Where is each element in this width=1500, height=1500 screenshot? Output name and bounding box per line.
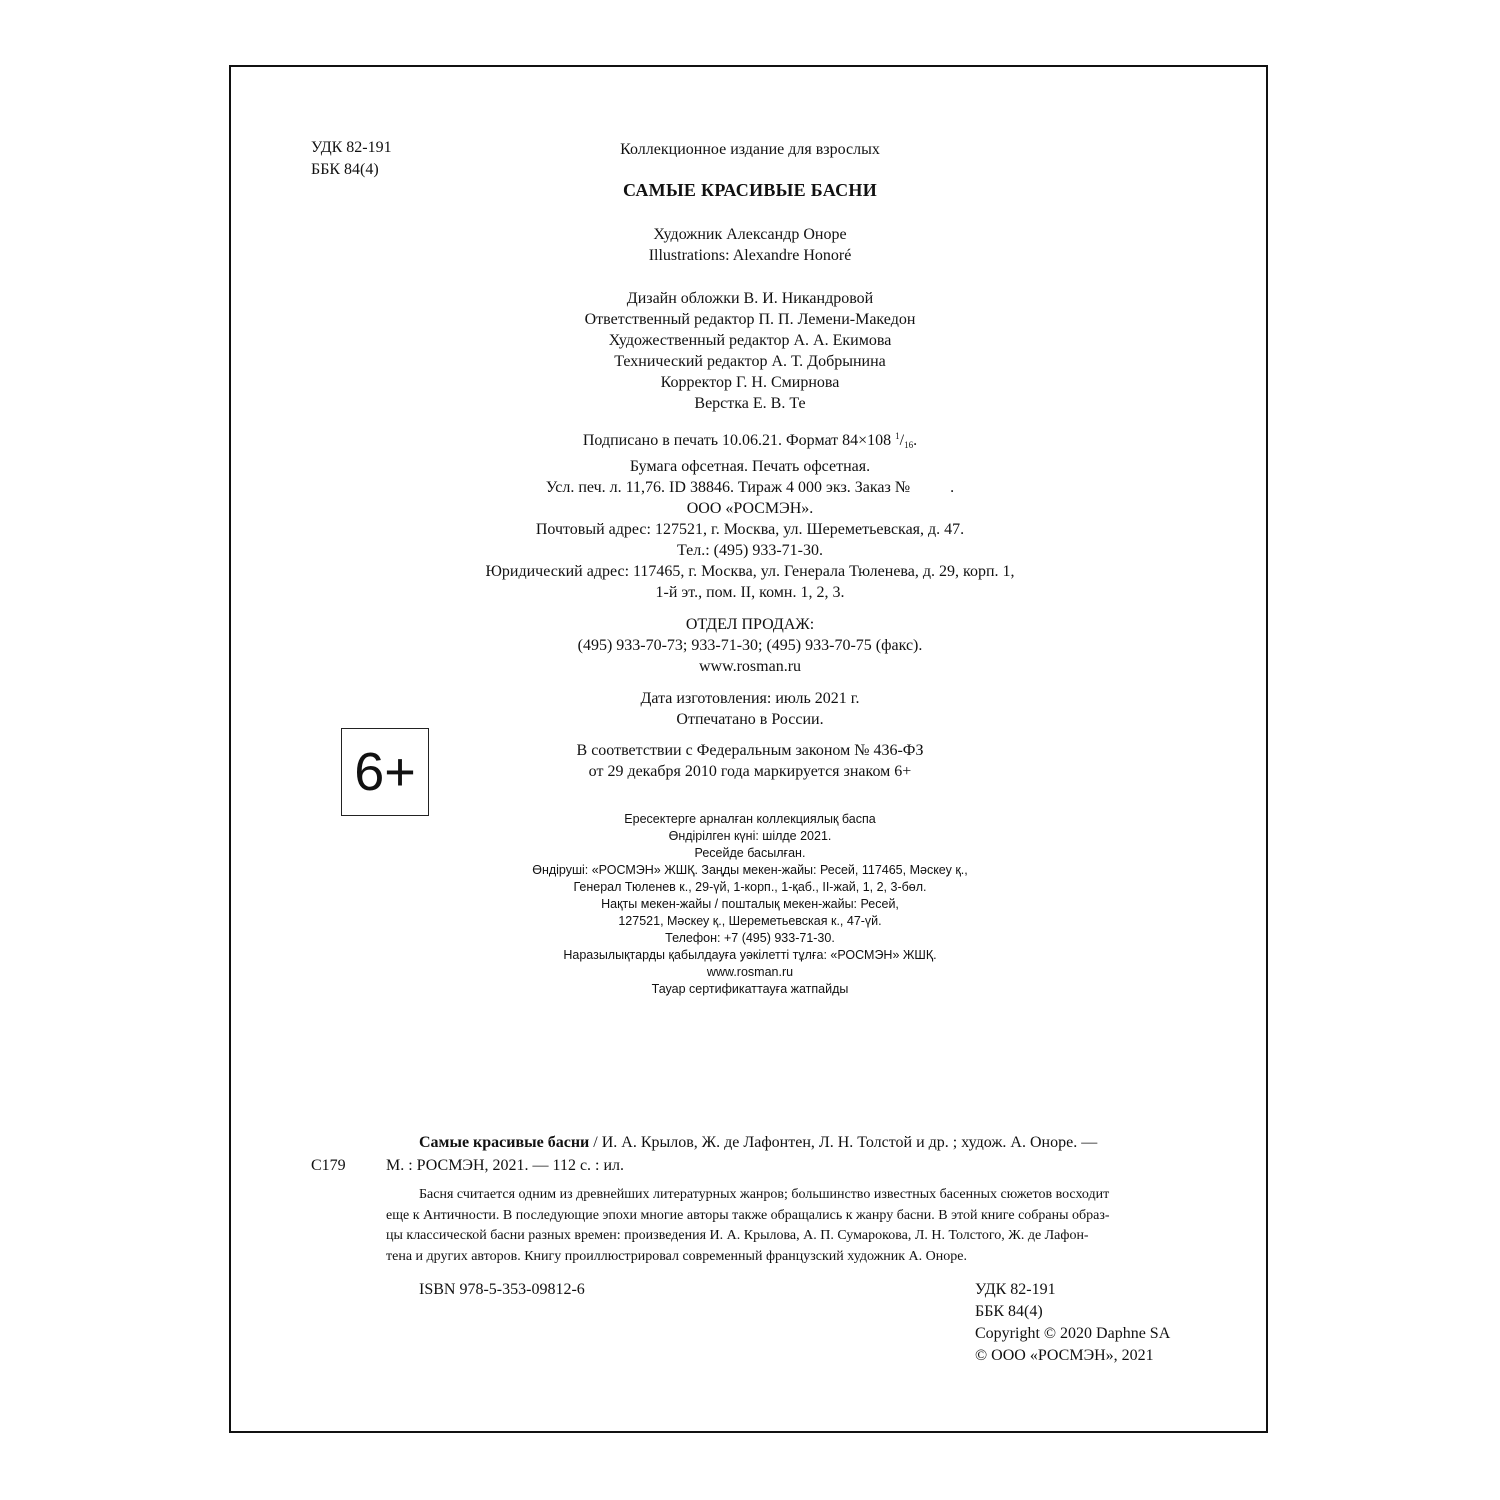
- format-fraction-sep: /: [899, 432, 905, 449]
- annotation-line: тена и других авторов. Книгу проиллюстрировал современный французский художник А. Оноре.: [386, 1248, 967, 1264]
- sales-heading: ОТДЕЛ ПРОДАЖ:: [685, 616, 815, 633]
- book-title: [0, 180, 1500, 201]
- publisher-name: ООО «РОСМЭН».: [686, 500, 814, 517]
- production-date: Дата изготовления: июль 2021 г.: [640, 690, 860, 707]
- udk-code: УДК 82-191: [311, 139, 392, 156]
- annotation-line: Басня считается одним из древнейших литературных жанров; большинство известных басенных сюжетов восходит: [419, 1187, 1110, 1202]
- kazakh-line: Генерал Тюленев к., 29-үй, 1-корп., 1-қаб., II-жай, 1, 2, 3-бөл.: [573, 880, 927, 894]
- kazakh-line: Өндіруші: «РОСМЭН» ЖШҚ. Заңды мекен-жайы: Ресей, 117465, Мәскеу қ.,: [532, 863, 968, 877]
- bbk-code: ББК 84(4): [311, 161, 379, 178]
- kazakh-line: Өндірілген күні: шілде 2021.: [668, 829, 832, 843]
- signed-suffix: .: [913, 432, 918, 449]
- isbn: ISBN 978-5-353-09812-6: [419, 1281, 585, 1298]
- kazakh-line: Наразылықтарды қабылдауға уәкілетті тұлға: «РОСМЭН» ЖШҚ.: [563, 948, 937, 962]
- age-rating-text: 6+: [354, 742, 416, 802]
- sales-phones: (495) 933-70-73; 933-71-30; (495) 933-70-75 (факс).: [577, 637, 923, 654]
- kazakh-info: [0, 811, 1500, 998]
- sales-info: [0, 614, 1500, 677]
- catalog-entry-line-1: [419, 1132, 1097, 1153]
- law-line: В соответствии с Федеральным законом № 436-ФЗ: [576, 742, 924, 759]
- annotation-line: цы классической басни разных времен: произведения И. А. Крылова, А. П. Сумарокова, Л. Н. Толстого, Ж. де Лафон-: [386, 1228, 1089, 1243]
- production-info: [0, 688, 1500, 730]
- kazakh-line: Телефон: +7 (495) 933-71-30.: [665, 931, 835, 945]
- kazakh-line: Тауар сертификаттауға жатпайды: [651, 982, 849, 996]
- printed-in: Отпечатано в России.: [676, 711, 824, 728]
- catalog-bbk: ББК 84(4): [975, 1303, 1043, 1320]
- publisher-legal: 1-й эт., пом. II, комн. 1, 2, 3.: [655, 584, 845, 601]
- staff-line: Дизайн обложки В. И. Никандровой: [626, 290, 874, 307]
- publisher-postal: Почтовый адрес: 127521, г. Москва, ул. Шереметьевская, д. 47.: [535, 521, 965, 538]
- format-fraction-num: 1: [895, 431, 900, 441]
- kazakh-line: Ресейде басылған.: [694, 846, 806, 860]
- staff-line: Художественный редактор А. А. Екимова: [608, 332, 892, 349]
- catalog-udk: УДК 82-191: [975, 1281, 1056, 1298]
- publisher-info: [0, 498, 1500, 603]
- artist-credits: [0, 224, 1500, 266]
- kazakh-line: 127521, Мәскеу қ., Шереметьевская к., 47-үй.: [618, 914, 882, 928]
- kazakh-line: Ересектерге арналған коллекциялық баспа: [624, 812, 876, 826]
- staff-line: Корректор Г. Н. Смирнова: [660, 374, 840, 391]
- signed-prefix: Подписано в печать 10.06.21. Формат 84×108: [582, 432, 896, 449]
- artist-en: Illustrations: Alexandre Honoré: [648, 247, 852, 264]
- catalog-entry-line-2: М. : РОСМЭН, 2021. — 112 с. : ил.: [386, 1157, 625, 1174]
- sheets-info: Усл. печ. л. 11,76. ID 38846. Тираж 4 000 экз. Заказ № .: [545, 479, 955, 496]
- book-title-text: САМЫЕ КРАСИВЫЕ БАСНИ: [622, 180, 878, 200]
- staff-line: Верстка Е. В. Те: [694, 395, 806, 412]
- staff-line: Ответственный редактор П. П. Лемени-Македон: [584, 311, 916, 328]
- collection-note: [0, 139, 1500, 160]
- catalog-udk-bbk: [975, 1279, 1170, 1367]
- catalog-title: Самые красивые басни: [419, 1134, 590, 1151]
- artist-ru: Художник Александр Оноре: [653, 226, 847, 243]
- law-notice: [0, 740, 1500, 782]
- catalog-code: С179: [311, 1157, 346, 1174]
- publisher-phone: Тел.: (495) 933-71-30.: [676, 542, 823, 559]
- staff-credits: [0, 288, 1500, 414]
- kazakh-line: www.rosman.ru: [706, 965, 794, 979]
- print-info: [0, 426, 1500, 498]
- staff-line: Технический редактор А. Т. Добрынина: [614, 353, 886, 370]
- annotation-line: еще к Античности. В последующие эпохи многие авторы также обращались к жанру басни. В этой книге собраны образ-: [386, 1207, 1110, 1223]
- signed-to-print: [0, 426, 1500, 456]
- paper-info: Бумага офсетная. Печать офсетная.: [629, 458, 871, 475]
- copyright-rosman: © ООО «РОСМЭН», 2021: [975, 1347, 1154, 1364]
- law-line: от 29 декабря 2010 года маркируется знаком 6+: [588, 763, 912, 780]
- collection-note-text: Коллекционное издание для взрослых: [620, 141, 880, 158]
- sales-website: www.rosman.ru: [698, 658, 802, 675]
- kazakh-line: Нақты мекен-жайы / пошталық мекен-жайы: Ресей,: [601, 897, 899, 911]
- copyright-daphne: Copyright © 2020 Daphne SA: [975, 1325, 1171, 1342]
- annotation: [386, 1185, 1173, 1267]
- catalog-authors: / И. А. Крылов, Ж. де Лафонтен, Л. Н. Толстой и др. ; худож. А. Оноре. —: [589, 1134, 1098, 1151]
- publisher-legal: Юридический адрес: 117465, г. Москва, ул. Генерала Тюленева, д. 29, корп. 1,: [485, 563, 1015, 580]
- format-fraction-den: 16: [904, 440, 914, 450]
- age-rating-badge: [341, 728, 429, 816]
